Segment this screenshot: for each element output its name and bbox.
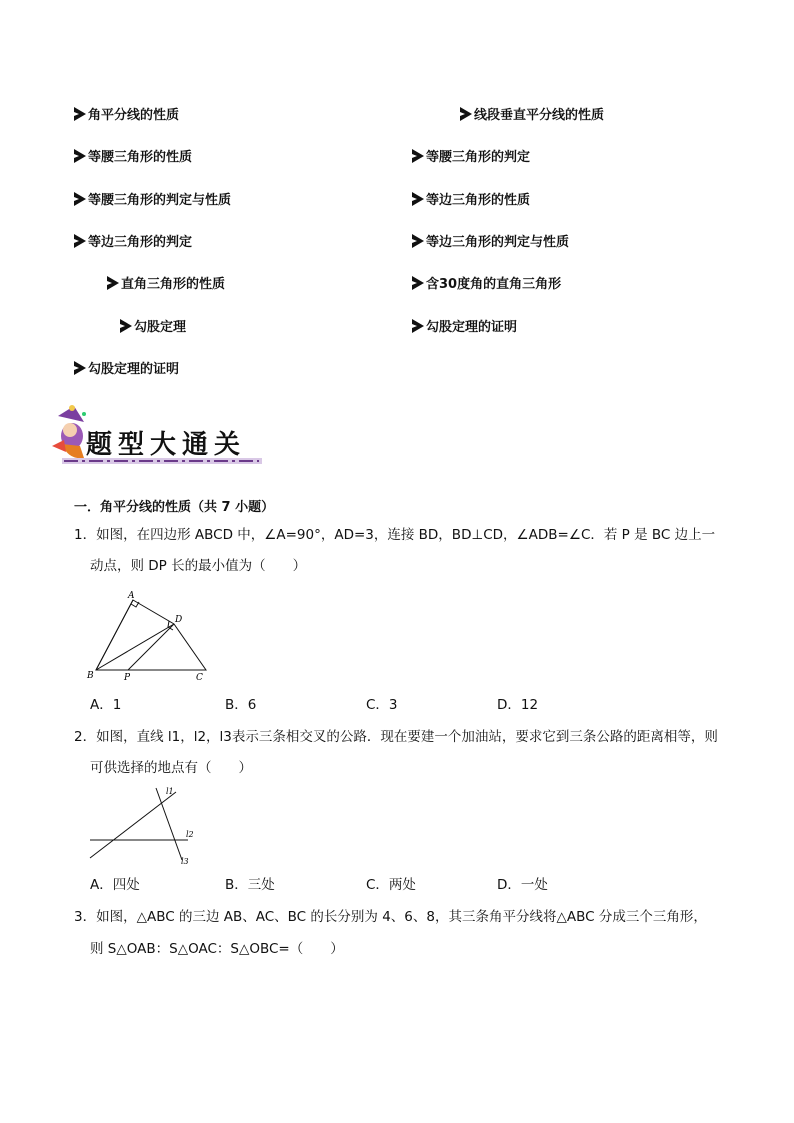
topic-item: 线段垂直平分线的性质 (460, 107, 604, 125)
topic-item: 含30度角的直角三角形 (412, 276, 561, 294)
point-label-p: P (124, 673, 131, 683)
question-1-line-1: 1．如图，在四边形 ABCD 中，∠A=90°，AD=3，连接 BD，BD⊥CD，∠ADB=∠C．若 P 是 BC 边上一 (74, 527, 716, 543)
topic-item: 勾股定理 (120, 319, 186, 337)
topic-item: 等边三角形的性质 (412, 192, 530, 210)
topic-item: 角平分线的性质 (74, 107, 179, 125)
topic-item: 等边三角形的判定与性质 (412, 234, 569, 252)
vertex-label-a: A (128, 591, 135, 601)
arrow-bullet-icon (74, 192, 86, 206)
topic-item: 等边三角形的判定 (74, 234, 192, 252)
line-label-l3: l3 (181, 857, 189, 866)
arrow-bullet-icon (460, 107, 472, 121)
topic-item: 勾股定理的证明 (74, 361, 179, 379)
vertex-label-c: C (196, 673, 203, 683)
arrow-bullet-icon (107, 276, 119, 290)
arrow-bullet-icon (74, 234, 86, 248)
line-label-l1: l1 (166, 787, 174, 796)
question-1-figure (84, 588, 214, 684)
question-2-line-1: 2．如图，直线 l1，l2，l3表示三条相交叉的公路．现在要建一个加油站，要求它到三条公路的距离相等，则 (74, 729, 718, 745)
arrow-bullet-icon (74, 361, 86, 375)
arrow-bullet-icon (74, 149, 86, 163)
question-2-figure (84, 782, 204, 872)
arrow-bullet-icon (412, 234, 424, 248)
question-2-option-c[interactable]: C．两处 (366, 877, 416, 893)
topic-item: 等腰三角形的性质 (74, 149, 192, 167)
question-1-option-c[interactable]: C．3 (366, 697, 398, 713)
arrow-bullet-icon (412, 149, 424, 163)
question-1-option-a[interactable]: A．1 (90, 697, 122, 713)
question-1-option-b[interactable]: B．6 (225, 697, 257, 713)
vertex-label-b: B (87, 671, 94, 681)
line-label-l2: l2 (186, 830, 194, 839)
arrow-bullet-icon (412, 319, 424, 333)
question-2-option-a[interactable]: A．四处 (90, 877, 140, 893)
question-1-line-2: 动点，则 DP 长的最小值为（ ） (90, 558, 307, 574)
topic-item: 勾股定理的证明 (412, 319, 517, 337)
section-title: 一．角平分线的性质（共 7 小题） (74, 500, 275, 515)
arrow-bullet-icon (74, 107, 86, 121)
arrow-bullet-icon (120, 319, 132, 333)
arrow-bullet-icon (412, 276, 424, 290)
banner-title: 题型大通关 (86, 430, 247, 460)
topic-item: 等腰三角形的判定与性质 (74, 192, 231, 210)
topic-item: 等腰三角形的判定 (412, 149, 530, 167)
arrow-bullet-icon (412, 192, 424, 206)
vertex-label-d: D (175, 615, 183, 625)
question-2-option-b[interactable]: B．三处 (225, 877, 275, 893)
topic-item: 直角三角形的性质 (107, 276, 225, 294)
question-3-line-2: 则 S△OAB：S△OAC：S△OBC=（ ） (90, 941, 344, 957)
question-2-line-2: 可供选择的地点有（ ） (90, 760, 252, 776)
question-3-line-1: 3．如图，△ABC 的三边 AB、AC、BC 的长分别为 4、6、8，其三条角平分线将△ABC 分成三个三角形， (74, 909, 707, 925)
question-2-option-d[interactable]: D．一处 (497, 877, 548, 893)
wizard-mascot-icon (52, 405, 86, 458)
question-1-option-d[interactable]: D．12 (497, 697, 539, 713)
